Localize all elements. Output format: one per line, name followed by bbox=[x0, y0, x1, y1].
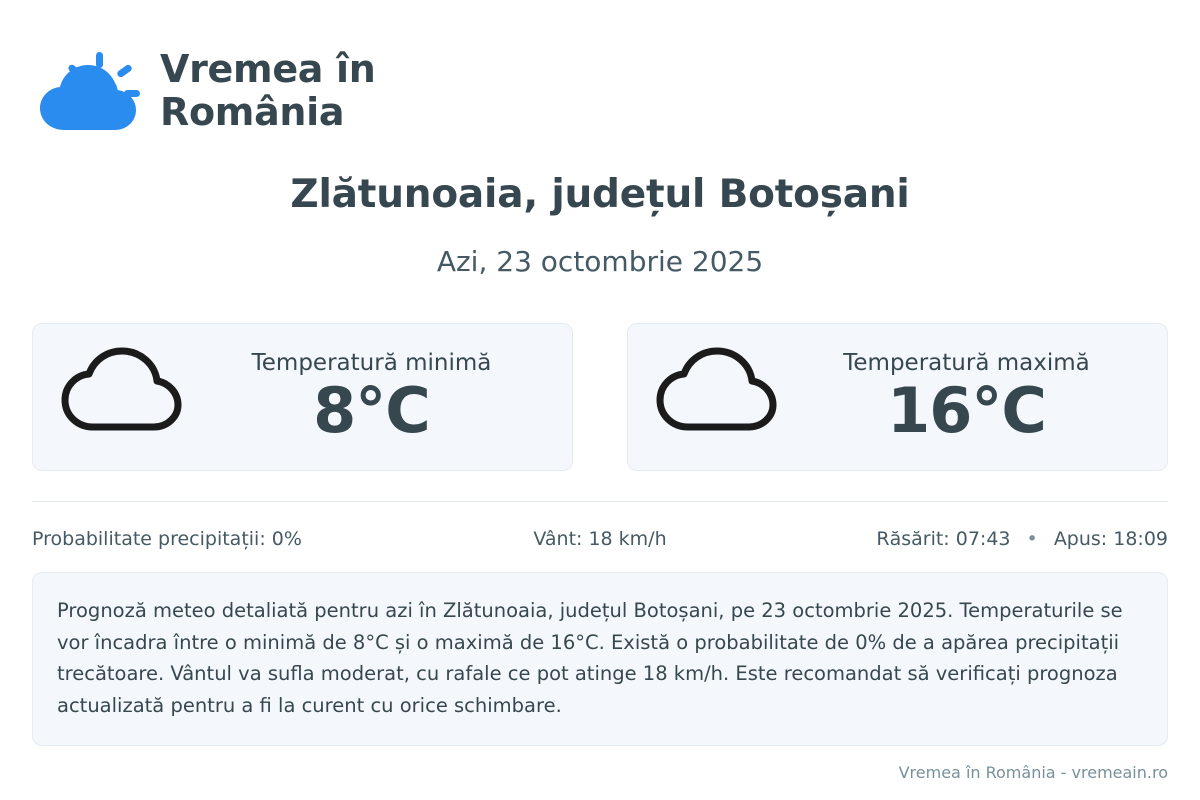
sun-cloud-icon bbox=[38, 48, 142, 134]
brand-title: Vremea în România bbox=[160, 47, 376, 134]
stat-separator: • bbox=[1026, 528, 1038, 550]
sunrise-value: Răsărit: 07:43 bbox=[876, 528, 1011, 550]
forecast-description: Prognoză meteo detaliată pentru azi în Zlătunoaia, județul Botoșani, pe 23 octombrie 2025. Temperaturile se vor încadra între o minimă de 8°C și o maximă de 16°C. Există o probabilitate de 0% de a apărea precipitații trecătoare. Vântul va sufla moderat, cu rafale ce pot atinge 18 km/h. Este recomandat să verificați prognoza actualizată pentru a fi la curent cu orice schimbare. bbox=[32, 572, 1168, 746]
max-temperature-label: Temperatură maximă bbox=[843, 350, 1090, 377]
min-temperature-label: Temperatură minimă bbox=[251, 350, 492, 377]
date-subtitle: Azi, 23 octombrie 2025 bbox=[436, 245, 764, 278]
cloud-icon bbox=[59, 347, 183, 447]
brand-header bbox=[32, 0, 1168, 134]
temperature-cards bbox=[32, 323, 1168, 471]
footer-text: Vremea în România - vremeain.ro bbox=[898, 763, 1168, 782]
weather-stats-row bbox=[32, 501, 1168, 550]
min-temperature-card bbox=[32, 323, 573, 471]
page-title: Zlătunoaia, județul Botoșani bbox=[290, 172, 910, 217]
min-temperature-value: 8°C bbox=[313, 374, 430, 448]
sunset-value: Apus: 18:09 bbox=[1053, 528, 1169, 550]
max-temperature-value: 16°C bbox=[887, 374, 1046, 448]
precipitation-stat: Probabilitate precipitații: 0% bbox=[32, 528, 302, 550]
sun-times-stat bbox=[789, 528, 1168, 550]
max-temperature-card bbox=[627, 323, 1168, 471]
cloud-icon bbox=[654, 347, 778, 447]
max-temperature-text bbox=[792, 350, 1141, 448]
min-temperature-text bbox=[197, 350, 546, 448]
wind-stat: Vânt: 18 km/h bbox=[533, 528, 667, 550]
